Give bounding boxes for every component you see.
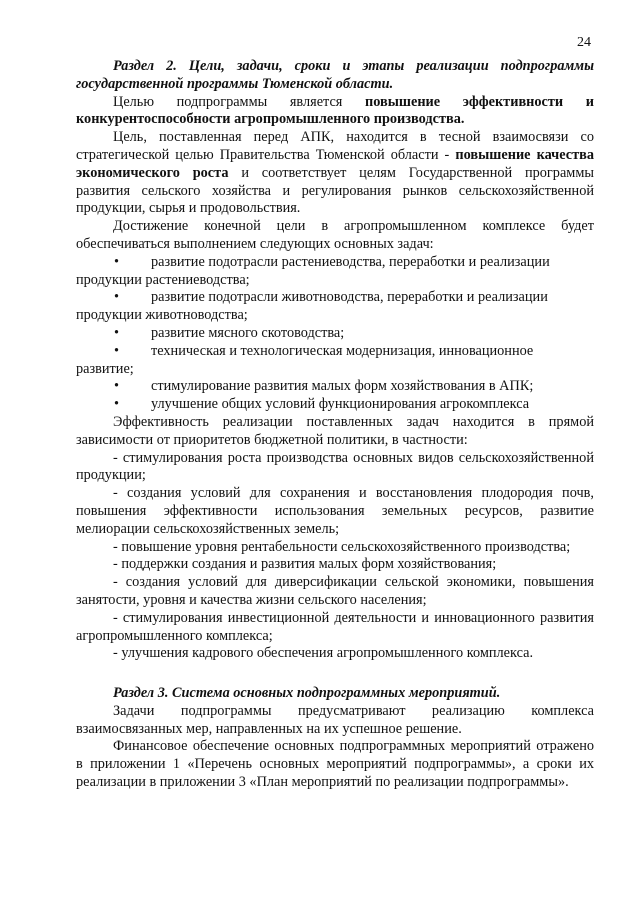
- task-item-6: • улучшение общих условий функционирования агрокомплекса: [76, 396, 594, 414]
- dash-item-4: - поддержки создания и развития малых форм хозяйствования;: [113, 556, 497, 573]
- section-3-tasks-paragraph: Задачи подпрограммы предусматривают реализацию комплекса взаимосвязанных мер, направленных на их успешное решение.: [76, 702, 594, 737]
- bullet-icon: •: [114, 324, 120, 341]
- page-content: Раздел 2. Цели, задачи, сроки и этапы реализации подпрограммы государственной программы Тюменской области. Целью подпрограммы является повышение эффективности и конкурентоспособности агропромышленного производства. Цель, поставленная перед АПК, находится в тесной взаимосвязи со стратегической целью Правительства Тюменской области - повышение качества экономического роста и соответствует целям Государственной программы развития сельского хозяйства и регулирования рынков сельскохозяйственной продукции, сырья и продовольствия. Достижение конечной цели в агропромышленном комплексе будет обеспечиваться выполнением следующих основных задач: • развитие подотрасли растениеводства, переработки и реализации продукции растениеводства; • развитие подотрасли животноводства, переработки и реализации продукции животноводства; • развитие мясного скотоводства; • техническая и технологическая модернизация, инновационное развитие; • стимулирование развития малых форм хозяйствования в АПК; • улучшение общих условий функционирования агрокомплекса Эффективность реализации поставленных задач находится в прямой зависимости от приоритетов бюджетной политики, в частности: - стимулирования роста производства основных видов сельскохозяйственной продукции; - создания условий для сохранения и восстановления плодородия почв, повышения эффективности использования земельных ресурсов, развитие мелиорации сельскохозяйственных земель; - повышение уровня рентабельности сельскохозяйственного производства; - поддержки создания и развития малых форм хозяйствования; - создания условий для диверсификации сельской экономики, повышения занятости, уровня и качества жизни сельского населения; - стимулирования инвестиционной деятельности и инновационного развития агропромышленного комплекса; - улучшения кадрового обеспечения агропромышленного комплекса. Раздел 3. Система основных подпрограммных мероприятий. Задачи подпрограммы предусматривают реализацию комплекса взаимосвязанных мер, направленных на их успешное решение. Финансовое обеспечение основных подпрограммных мероприятий отражено в приложении 1 «Перечень основных мероприятий подпрограммы», а сроки их реализации в приложении 3 «План мероприятий по реализации подпрограммы».: [76, 58, 594, 791]
- task-item-5: • стимулирование развития малых форм хозяйствования в АПК;: [76, 378, 594, 396]
- dash-item-6: - стимулирования инвестиционной деятельности и инновационного развития агропромышленного комплекса;: [76, 609, 594, 644]
- page-number: 24: [577, 35, 591, 50]
- aim-relation-paragraph: Цель, поставленная перед АПК, находится в тесной взаимосвязи со стратегической целью Правительства Тюменской области - повышение качества экономического роста и соответствует целям Государственной программы развития сельского хозяйства и регулирования рынков сельскохозяйственной продукции, сырья и продовольствия.: [76, 129, 594, 217]
- section-3-heading: Раздел 3. Система основных подпрограммных мероприятий.: [113, 685, 501, 702]
- goal-paragraph: Целью подпрограммы является повышение эффективности и конкурентоспособности агропромышленного производства.: [76, 93, 594, 128]
- task-item-2: • развитие подотрасли животноводства, переработки и реализации: [76, 289, 594, 307]
- task-item-4: • техническая и технологическая модернизация, инновационное: [76, 343, 594, 361]
- bullet-icon: •: [114, 342, 120, 359]
- task-item-3: • развитие мясного скотоводства;: [76, 325, 594, 343]
- bullet-icon: •: [114, 253, 120, 270]
- effectiveness-paragraph: Эффективность реализации поставленных задач находится в прямой зависимости от приоритетов бюджетной политики, в частности:: [76, 413, 594, 448]
- dash-item-5: - создания условий для диверсификации сельской экономики, повышения занятости, уровня и качества жизни сельского населения;: [76, 574, 594, 608]
- task-item-1: • развитие подотрасли растениеводства, переработки и реализации: [76, 254, 594, 272]
- dash-item-2: - создания условий для сохранения и восстановления плодородия почв, повышения эффективности использования земельных ресурсов, развитие мелиорации сельскохозяйственных земель;: [76, 485, 594, 537]
- bullet-icon: •: [114, 289, 120, 306]
- bullet-icon: •: [114, 378, 120, 395]
- dash-item-3: - повышение уровня рентабельности сельскохозяйственного производства;: [113, 538, 571, 555]
- dash-item-1: - стимулирования роста производства основных видов сельскохозяйственной продукции;: [76, 449, 594, 484]
- section-3-funding-paragraph: Финансовое обеспечение основных подпрограммных мероприятий отражено в приложении 1 «Перечень основных мероприятий подпрограммы», а сроки их реализации в приложении 3 «План мероприятий по реализации подпрограммы».: [76, 738, 594, 791]
- dash-item-7: - улучшения кадрового обеспечения агропромышленного комплекса.: [113, 645, 534, 662]
- tasks-intro-paragraph: Достижение конечной цели в агропромышленном комплексе будет обеспечиваться выполнением следующих основных задач:: [76, 218, 594, 252]
- bullet-icon: •: [114, 396, 120, 413]
- section-2-heading: Раздел 2. Цели, задачи, сроки и этапы реализации подпрограммы государственной программы Тюменской области.: [76, 58, 594, 92]
